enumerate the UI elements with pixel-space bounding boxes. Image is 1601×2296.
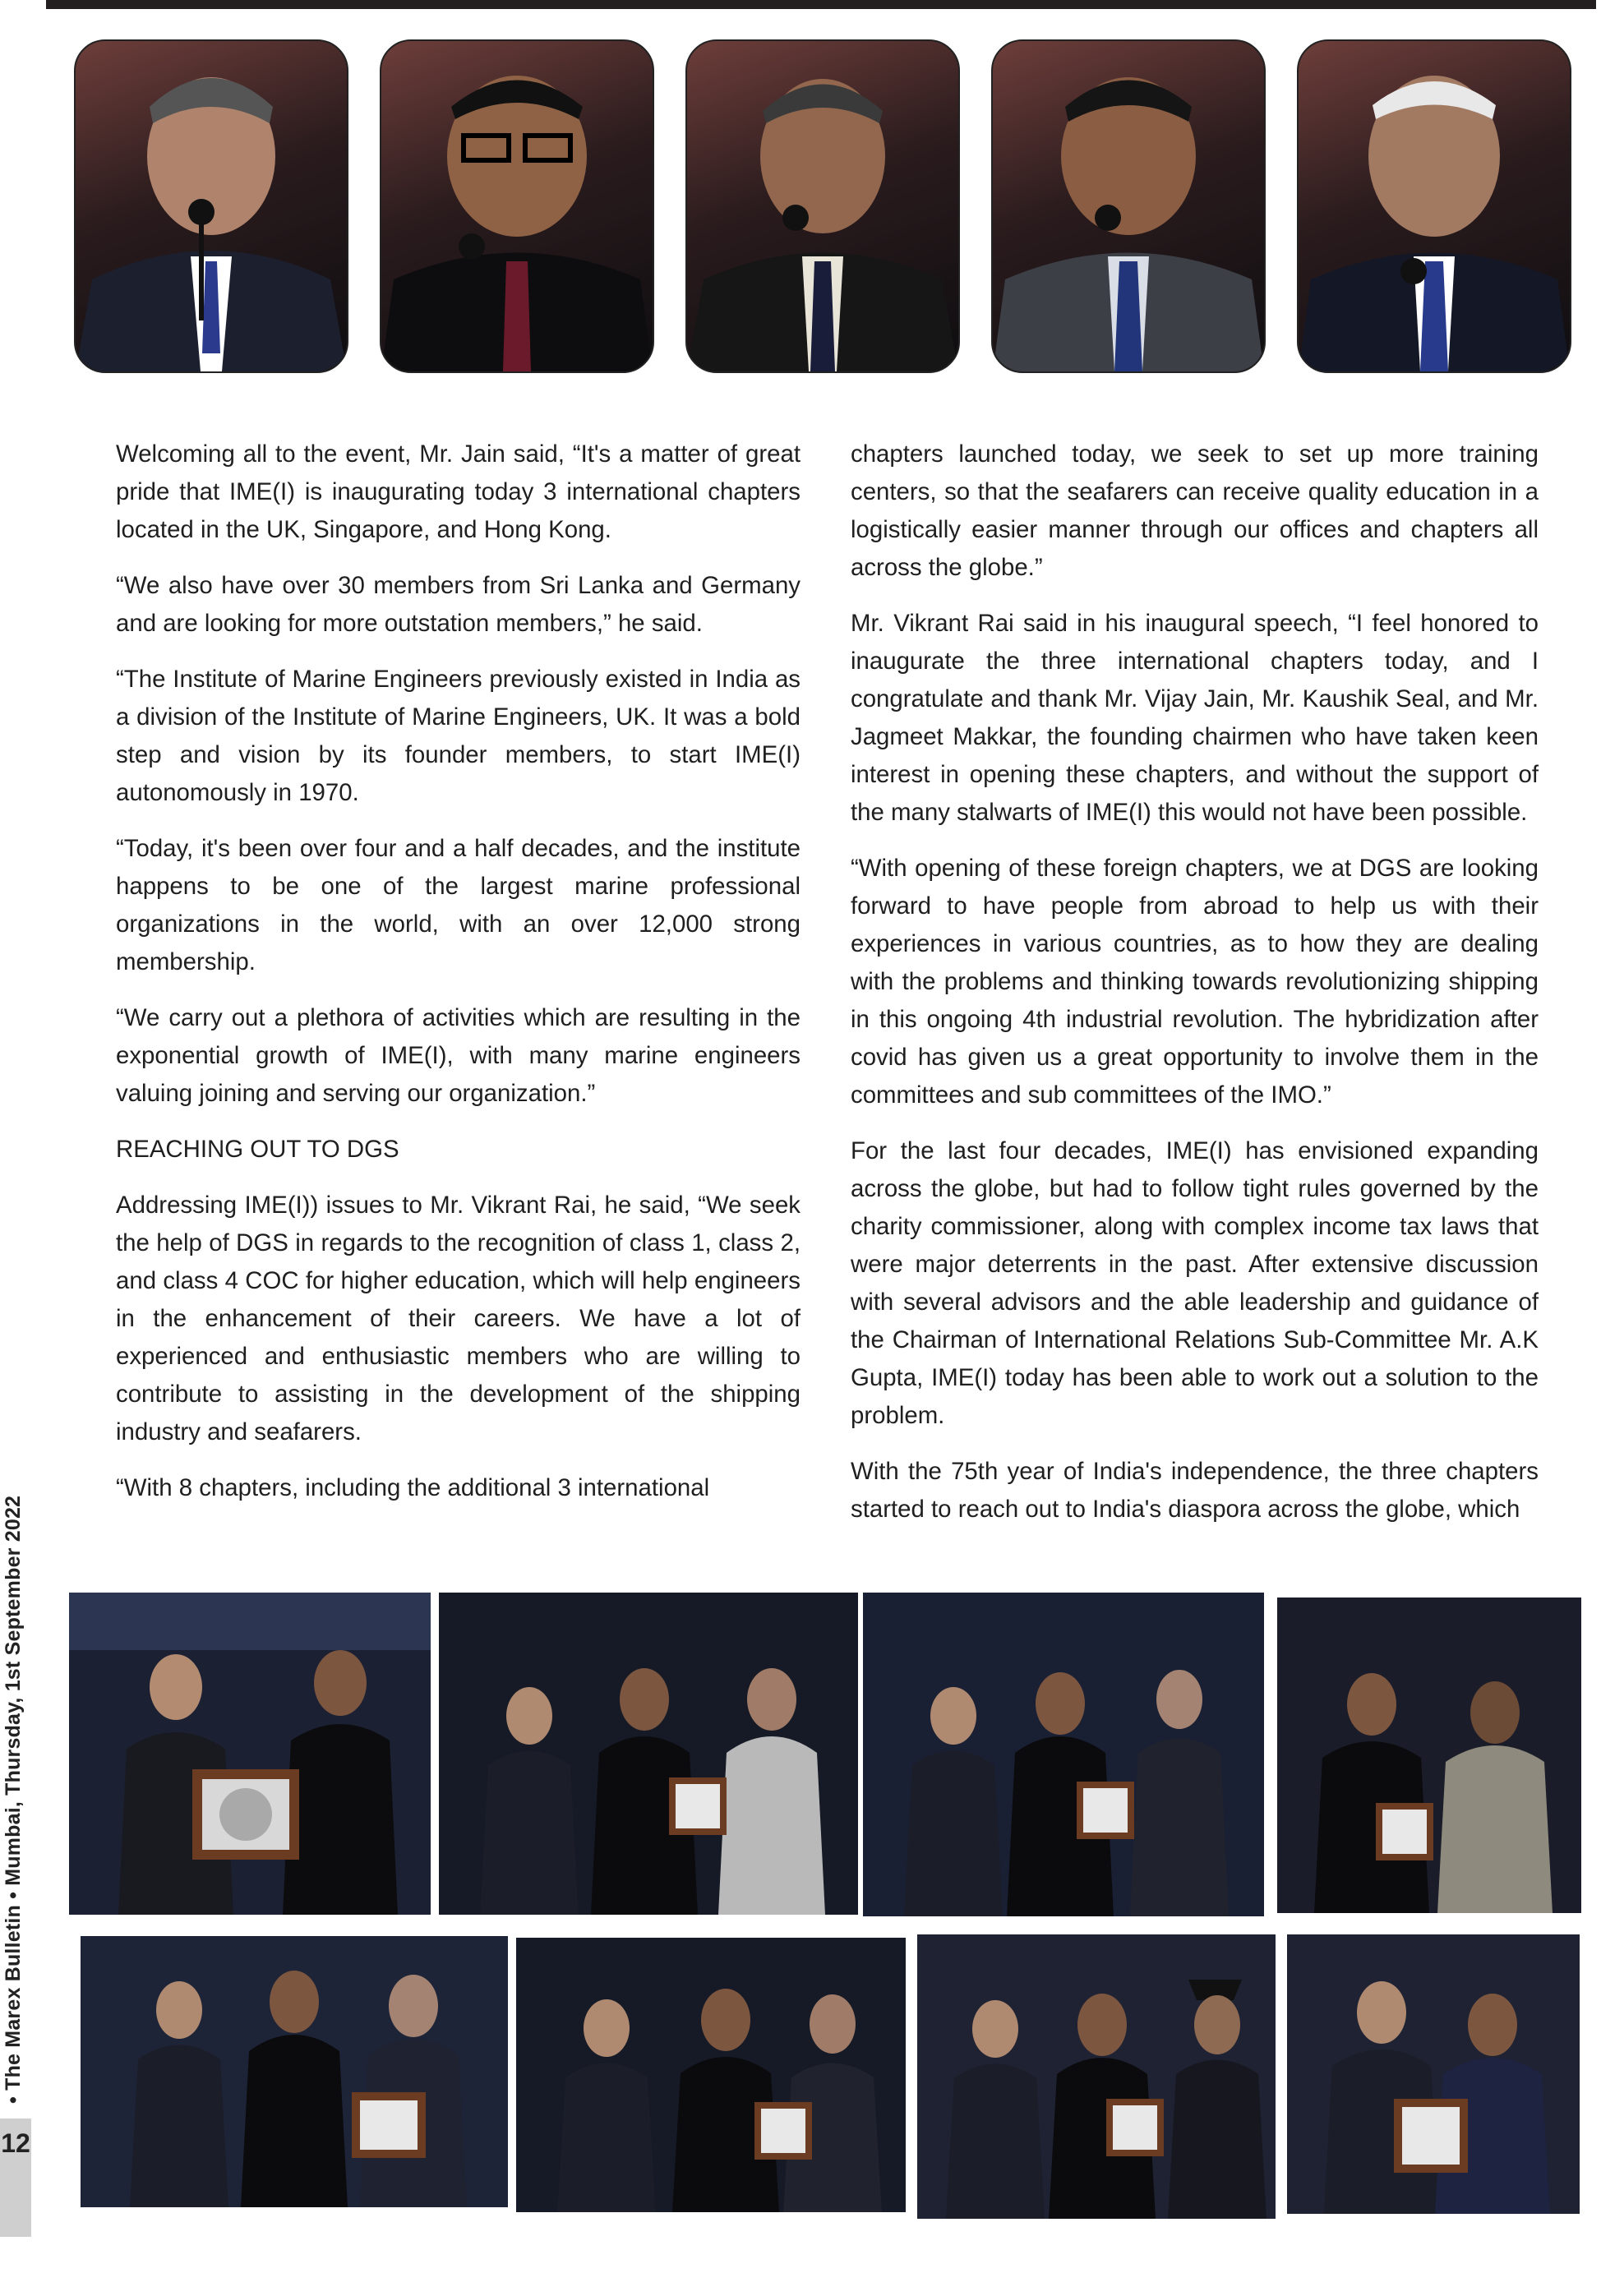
article-paragraph: For the last four decades, IME(I) has envisioned expanding across the globe, but had to follow tight rules governed by the charity commissioner, along with complex income tax laws that were major deterrents in the past. After extensive discussion with several advisors and the able leadership and guidance of the Chairman of International Relations Sub-Committee Mr. A.K Gupta, IME(I) today has been able to work out a solution to the problem. [851,1137,1539,1429]
article-paragraph: “The Institute of Marine Engineers previously existed in India as a division of the Institute of Marine Engineers, UK. It was a bold step and vision by its founder members, to start IME(I) autonomously in 1970. [116,666,800,806]
speaker-portrait [1297,39,1571,373]
speaker-photo [1299,41,1570,371]
award-photo [863,1593,1264,1916]
event-photo [69,1593,431,1915]
award-photo [81,1936,508,2207]
speaker-portrait [991,39,1266,373]
award-photo [69,1593,431,1915]
article-paragraph: “With 8 chapters, including the additional 3 international [116,1474,710,1501]
event-photo [917,1934,1276,2219]
top-rule [46,0,1596,9]
event-photo [81,1936,508,2207]
speaker-photo [76,41,347,371]
running-head: • The Marex Bulletin • Mumbai, Thursday, 1st September 2022 [2,1495,25,2104]
article-paragraph: Mr. Vikrant Rai said in his inaugural speech, “I feel honored to inaugurate the three international chapters today, and I congratulate and thank Mr. Vijay Jain, Mr. Kaushik Seal, and Mr. Jagmeet Makkar, the founding chairmen who have taken keen interest in opening these chapters, and without the support of the many stalwarts of IME(I) this would not have been possible. [851,610,1539,826]
speaker-portrait [380,39,654,373]
speaker-portrait [74,39,348,373]
speaker-portrait [685,39,960,373]
article-left-column [116,436,800,1525]
speaker-photo [687,41,958,371]
section-subheading: REACHING OUT TO DGS [116,1136,399,1163]
award-photo [516,1938,906,2212]
event-photo [1277,1598,1581,1913]
page-number: 12 [1,2128,30,2158]
speaker-photo [993,41,1264,371]
article-paragraph: chapters launched today, we seek to set up more training centers, so that the seafarers can receive quality education in a logistically easier manner through our offices and chapters all across the globe.” [851,440,1539,581]
award-photo [917,1934,1276,2219]
award-photo [439,1593,858,1915]
event-photo [1287,1934,1580,2214]
article-paragraph: “We also have over 30 members from Sri Lanka and Germany and are looking for more outstation members,” he said. [116,572,800,637]
speaker-portraits [74,39,1585,372]
article-paragraph: “We carry out a plethora of activities which are resulting in the exponential growth of IME(I), with many marine engineers valuing joining and serving our organization.” [116,1004,800,1107]
award-photo [1287,1934,1580,2214]
article-paragraph: Addressing IME(I)) issues to Mr. Vikrant Rai, he said, “We seek the help of DGS in regards to the recognition of class 1, class 2, and class 4 COC for higher education, which will help engineers in the enhancement of their careers. We have a lot of experienced and enthusiastic members who are willing to contribute to assisting in the development of the shipping industry and seafarers. [116,1192,800,1445]
article-paragraph: Welcoming all to the event, Mr. Jain said, “It's a matter of great pride that IME(I) is inaugurating today 3 international chapters located in the UK, Singapore, and Hong Kong. [116,440,800,543]
event-photo [439,1593,858,1915]
article-paragraph: “Today, it's been over four and a half decades, and the institute happens to be one of the largest marine professional organizations in the world, with an over 12,000 strong membership. [116,835,800,975]
article-right-column [851,436,1539,1547]
speaker-photo [381,41,653,371]
article-paragraph: “With opening of these foreign chapters, we at DGS are looking forward to have people from abroad to help us with their experiences in various countries, as to how they are dealing with the problems and thinking towards revolutionizing shipping in this ongoing 4th industrial revolution. The hybridization after covid has given us a great opportunity to involve them in the committees and sub committees of the IMO.” [851,855,1539,1109]
article-paragraph: With the 75th year of India's independence, the three chapters started to reach out to India's diaspora across the globe, which [851,1458,1539,1523]
event-photo [516,1938,906,2212]
award-photo [1277,1598,1581,1913]
event-photo [863,1593,1264,1916]
